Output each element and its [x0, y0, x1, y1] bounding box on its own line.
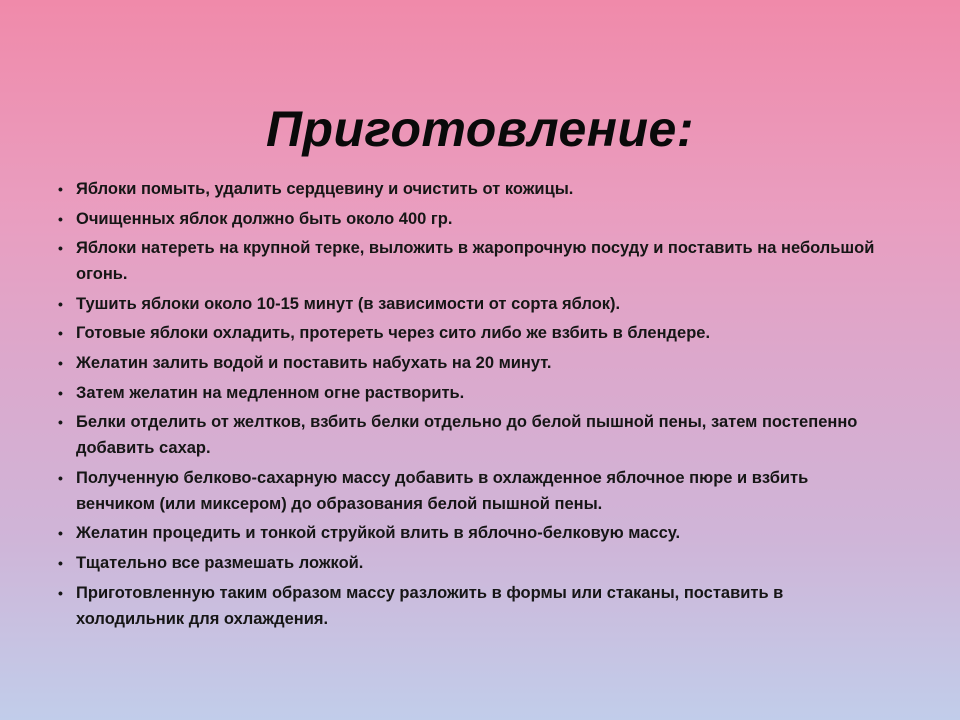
step-text: Желатин залить водой и поставить набухать на 20 минут. [76, 353, 552, 372]
step-text: Яблоки натереть на крупной терке, выложить в жаропрочную посуду и поставить на небольшой огонь. [76, 239, 875, 284]
list-item [56, 235, 876, 287]
step-text: Тщательно все размешать ложкой. [76, 553, 364, 572]
bullet-icon: • [58, 469, 63, 486]
list-item [56, 291, 876, 317]
list-item [56, 580, 876, 632]
recipe-steps-list [56, 176, 876, 635]
bullet-icon: • [58, 554, 63, 571]
bullet-icon: • [58, 210, 63, 227]
bullet-icon: • [58, 354, 63, 371]
step-text: Тушить яблоки около 10-15 минут (в зависимости от сорта яблок). [76, 294, 621, 313]
step-text: Готовые яблоки охладить, протереть через сито либо же взбить в блендере. [76, 324, 711, 343]
bullet-icon: • [58, 384, 63, 401]
list-item [56, 320, 876, 346]
bullet-icon: • [58, 181, 63, 197]
step-text: Желатин процедить и тонкой струйкой влить в яблочно-белковую массу. [76, 524, 681, 543]
list-item [56, 206, 876, 232]
bullet-icon: • [58, 525, 63, 542]
step-text: Полученную белково-сахарную массу добавить в охлажденное яблочное пюре и взбить венчиком (или миксером) до образования белой пышной пены. [76, 468, 809, 513]
bullet-icon: • [58, 414, 63, 431]
list-item [56, 550, 876, 576]
list-item [56, 176, 876, 202]
list-item [56, 350, 876, 376]
slide-title: Приготовление: [265, 100, 695, 157]
step-text: Очищенных яблок должно быть около 400 гр. [76, 209, 453, 228]
step-text: Белки отделить от желтков, взбить белки отдельно до белой пышной пены, затем постепенно добавить сахар. [76, 413, 858, 458]
list-item [56, 520, 876, 546]
list-item [56, 465, 876, 517]
bullet-icon: • [58, 295, 63, 312]
step-text: Яблоки помыть, удалить сердцевину и очистить от кожицы. [76, 180, 574, 198]
list-item [56, 380, 876, 406]
bullet-icon: • [58, 584, 63, 601]
bullet-icon: • [58, 325, 63, 342]
bullet-icon: • [58, 240, 63, 257]
step-text: Приготовленную таким образом массу разложить в формы или стаканы, поставить в холодильник для охлаждения. [76, 583, 784, 628]
step-text: Затем желатин на медленном огне растворить. [76, 383, 465, 402]
list-item [56, 409, 876, 461]
